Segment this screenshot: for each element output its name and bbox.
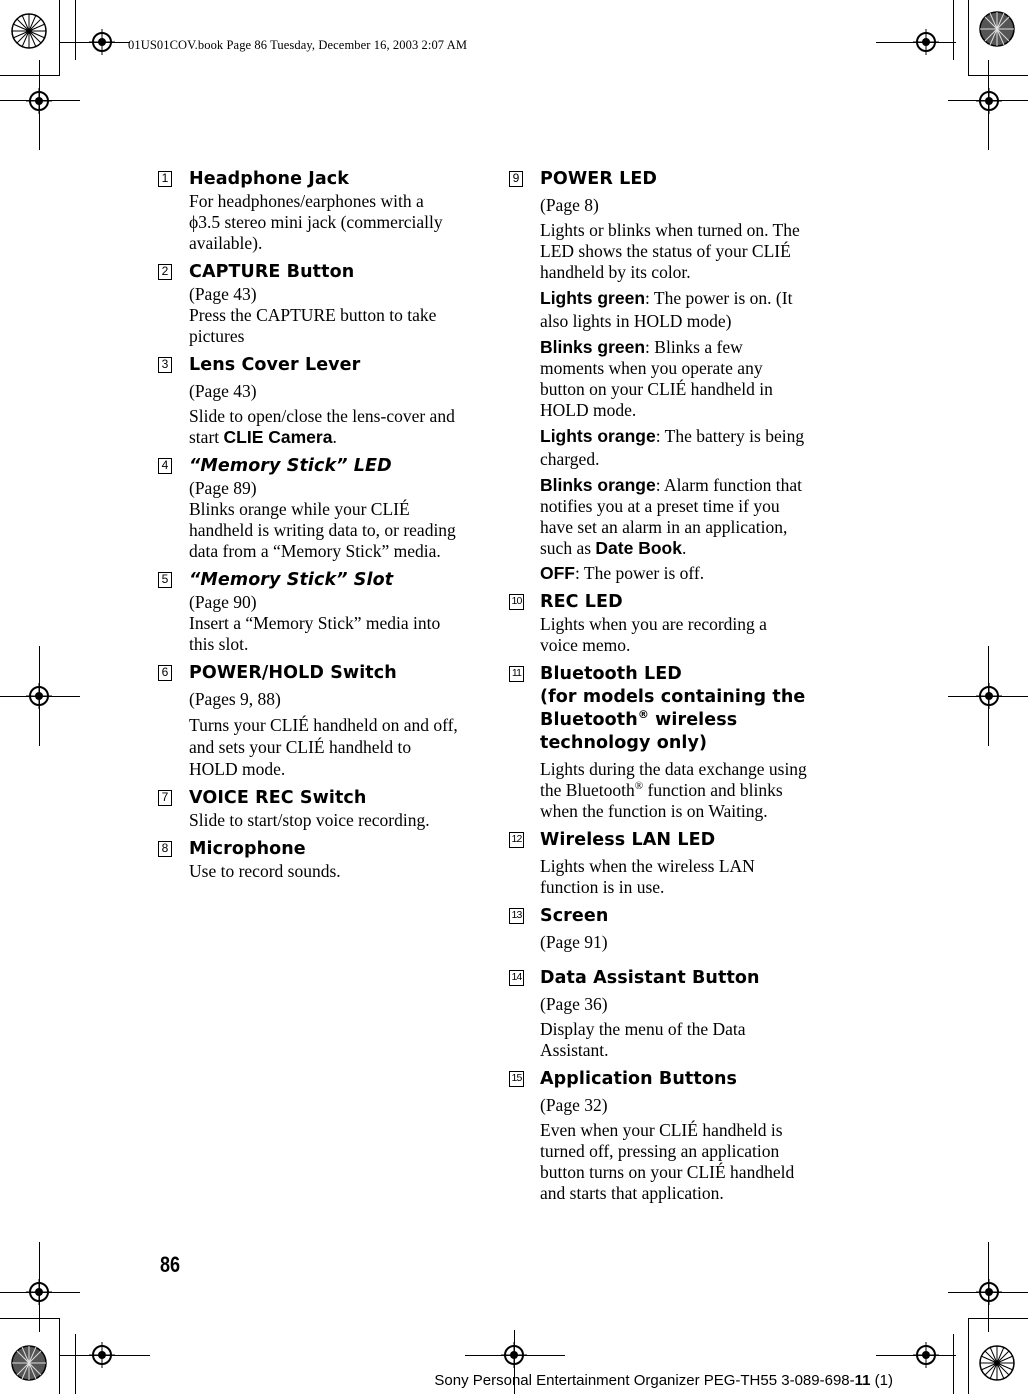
crop-line: [0, 1318, 60, 1319]
app-name: CLIE Camera: [223, 427, 333, 447]
item-number: 15: [509, 1071, 524, 1087]
item-number: 10: [509, 594, 524, 610]
led-state: Blinks green: Blinks a few moments when you operate any button on your CLIÉ handheld in HOLD mode.: [540, 337, 773, 420]
crosshair-icon: [976, 88, 1002, 114]
item-title: Bluetooth LED: [540, 664, 682, 684]
page-reference: (Page 32): [540, 1095, 608, 1115]
registration-wheel-icon: [978, 10, 1016, 48]
item-title: Wireless LAN LED: [540, 830, 716, 850]
list-item: [158, 354, 458, 448]
crop-line: [968, 1318, 969, 1394]
item-text: Lights during the data exchange using the Bluetooth® function and blinks when the function is on Waiting.: [540, 759, 807, 821]
crop-line: [948, 696, 1028, 697]
item-title: REC LED: [540, 592, 623, 612]
registration-wheel-icon: [10, 12, 48, 50]
crop-line: [953, 0, 954, 60]
page-reference: (Page 43): [189, 381, 257, 401]
led-state: Lights orange: The battery is being charged.: [540, 426, 805, 469]
crop-line: [0, 696, 80, 697]
crop-line: [876, 42, 956, 43]
right-column: [509, 168, 809, 1211]
item-number: 12: [509, 832, 524, 848]
list-item-application-buttons: [509, 1068, 809, 1204]
item-text: Display the menu of the Data Assistant.: [540, 1019, 746, 1060]
item-text: Turns your CLIÉ handheld on and off, and sets your CLIÉ handheld to HOLD mode.: [189, 715, 458, 779]
list-item-screen: [509, 905, 809, 953]
item-title: POWER LED: [540, 169, 658, 189]
item-number: 5: [158, 572, 172, 588]
crop-line: [968, 0, 969, 75]
item-title: Microphone: [189, 839, 306, 859]
list-item: [158, 787, 458, 831]
led-state: Blinks orange: Alarm function that notifies you at a preset time if you have set an alarm in an application, such as Date Book.: [540, 475, 803, 558]
item-title: “Memory Stick” Slot: [189, 570, 394, 590]
item-number: 14: [509, 970, 524, 986]
app-name: Date Book: [595, 538, 682, 558]
list-item-bluetooth-led: [509, 663, 809, 822]
crop-line: [968, 75, 1028, 76]
page-reference: (Page 43): [189, 284, 257, 304]
crop-line: [953, 1334, 954, 1394]
item-number: 3: [158, 357, 172, 373]
list-item: [158, 569, 458, 655]
page-reference: (Page 90): [189, 592, 257, 612]
page-reference: (Page 91): [540, 932, 608, 952]
item-text: Insert a “Memory Stick” media into this slot.: [189, 613, 441, 654]
item-text: Even when your CLIÉ handheld is turned off, pressing an application button turns on your CLIÉ handheld and starts that application.: [540, 1120, 795, 1203]
item-number: 9: [509, 171, 523, 187]
crop-line: [75, 0, 76, 60]
led-state: OFF: The power is off.: [540, 563, 705, 583]
crop-line: [0, 100, 80, 101]
item-text: Lights or blinks when turned on. The LED shows the status of your CLIÉ handheld by its color.: [540, 220, 800, 282]
item-text: Use to record sounds.: [189, 861, 341, 881]
crop-line: [0, 1292, 80, 1293]
item-number: 11: [509, 666, 524, 682]
page-reference: (Page 89): [189, 478, 257, 498]
list-item-wireless-lan-led: [509, 829, 809, 898]
crop-line: [968, 1318, 1028, 1319]
crop-line: [39, 60, 40, 150]
item-text: Lights when the wireless LAN function is in use.: [540, 856, 755, 897]
item-title: “Memory Stick” LED: [189, 456, 392, 476]
item-title: Application Buttons: [540, 1069, 738, 1089]
crop-line: [465, 1355, 565, 1356]
item-text: Press the CAPTURE button to take pictures: [189, 305, 437, 346]
registration-wheel-icon: [978, 1344, 1016, 1382]
page-number: 86: [160, 1252, 181, 1277]
item-text: Blinks orange while your CLIÉ handheld is writing data to, or reading data from a “Memory Stick” media.: [189, 499, 456, 561]
list-item: [158, 455, 458, 562]
crop-line: [876, 1355, 956, 1356]
left-column: [158, 168, 458, 889]
item-number: 1: [158, 171, 172, 187]
page-reference: (Page 36): [540, 994, 608, 1014]
print-stamp: 01US01COV.book Page 86 Tuesday, December 16, 2003 2:07 AM: [128, 38, 468, 52]
footer-stamp: Sony Personal Entertainment Organizer PEG-TH55 3-089-698-11 (1): [434, 1372, 893, 1389]
crop-line: [988, 60, 989, 150]
crop-line: [59, 0, 60, 75]
list-item-data-assistant: [509, 967, 809, 1061]
item-number: 4: [158, 458, 172, 474]
list-item: [158, 261, 458, 347]
list-item: [158, 662, 458, 780]
item-number: 2: [158, 264, 172, 280]
item-text: Slide to open/close the lens-cover and start CLIE Camera.: [189, 406, 455, 447]
item-title: POWER/HOLD Switch: [189, 663, 397, 683]
item-title: VOICE REC Switch: [189, 788, 367, 808]
crop-line: [0, 75, 60, 76]
item-title: CAPTURE Button: [189, 262, 355, 282]
list-item-rec-led: [509, 591, 809, 656]
item-text: Lights when you are recording a voice memo.: [540, 614, 767, 655]
item-text: For headphones/earphones with a ϕ3.5 stereo mini jack (commercially available).: [189, 191, 443, 253]
item-subtitle: (for models containing the Bluetooth® wireless technology only): [540, 687, 806, 753]
list-item: [158, 168, 458, 254]
page-reference: (Page 8): [540, 195, 599, 215]
item-number: 6: [158, 665, 172, 681]
list-item: [158, 838, 458, 882]
item-title: Data Assistant Button: [540, 968, 760, 988]
item-number: 8: [158, 841, 172, 857]
item-title: Screen: [540, 906, 609, 926]
item-number: 13: [509, 908, 524, 924]
page-reference: (Pages 9, 88): [189, 689, 281, 709]
list-item-power-led: [509, 168, 809, 584]
crop-line: [948, 100, 1028, 101]
crop-line: [948, 1292, 1028, 1293]
item-title: Headphone Jack: [189, 169, 350, 189]
item-title: Lens Cover Lever: [189, 355, 361, 375]
item-number: 7: [158, 790, 172, 806]
crop-line: [60, 1355, 150, 1356]
crop-line: [60, 42, 130, 43]
item-text: Slide to start/stop voice recording.: [189, 810, 430, 830]
led-state: Lights green: The power is on. (It also lights in HOLD mode): [540, 288, 793, 331]
